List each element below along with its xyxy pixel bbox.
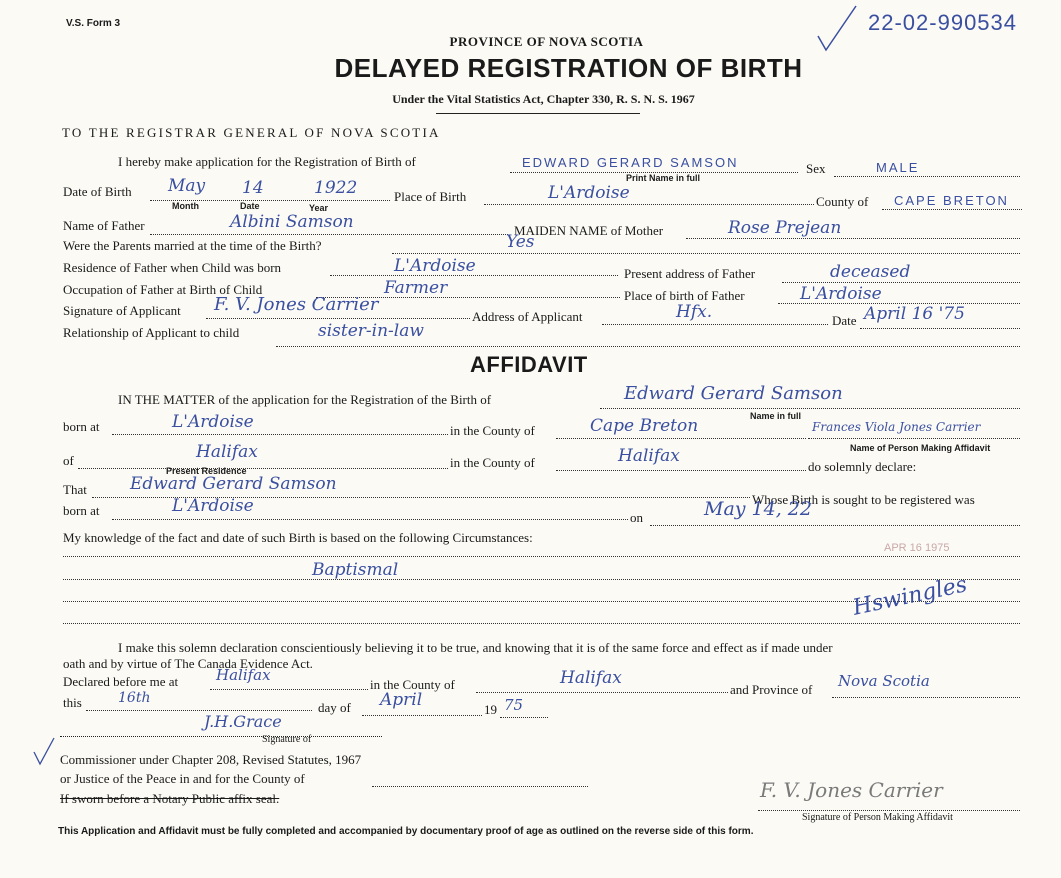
married-line [392, 253, 1020, 254]
commissioner-line-1: Commissioner under Chapter 208, Revised Statutes, 1967 [60, 752, 362, 767]
date-stamp: APR 16 1975 [884, 542, 950, 554]
present-address-value: deceased [830, 262, 911, 282]
affidavit-county2-line [556, 470, 806, 471]
affiant-signature-line [758, 810, 1020, 811]
affiant-name-line [808, 438, 1020, 439]
footer-note: This Application and Affidavit must be fully completed and accompanied by documentary proof of age as outlined on the reverse side of this form. [58, 826, 754, 837]
reference-number: 22-02-990534 [868, 10, 1018, 35]
circumstance-line-1 [63, 556, 1020, 557]
declared-county-value: Halifax [560, 668, 622, 688]
place-of-birth-label: Place of Birth [394, 189, 467, 204]
born-at-label-2: born at [63, 503, 100, 518]
affidavit-heading: AFFIDAVIT [470, 352, 588, 377]
county-of-label-2: in the County of [450, 455, 535, 470]
born-at2-value: L'Ardoise [172, 496, 254, 516]
present-address-line [782, 282, 1020, 283]
affidavit-county-value: Cape Breton [590, 416, 699, 436]
of-label: of [63, 453, 74, 468]
commissioner-line-2: or Justice of the Peace in and for the County of [60, 771, 305, 786]
relationship-value: sister-in-law [318, 321, 424, 341]
declared-at-value: Halifax [216, 666, 271, 684]
this-day-value: 16th [118, 690, 151, 706]
sex-label: Sex [806, 161, 826, 176]
affidavit-county-line [556, 438, 806, 439]
born-at-value: L'Ardoise [172, 412, 254, 432]
place-line [484, 204, 814, 205]
declare-label: do solemnly declare: [808, 459, 917, 474]
married-label: Were the Parents married at the time of the Birth? [63, 238, 322, 253]
dob-date-value: 14 [242, 178, 264, 198]
on-date-line [650, 525, 1020, 526]
present-address-label: Present address of Father [624, 266, 756, 281]
commissioner-signature: J.H.Grace [204, 712, 282, 731]
this-label: this [63, 695, 82, 710]
applicant-address-line [602, 324, 828, 325]
father-value: Albini Samson [230, 212, 354, 232]
circumstance-value: Baptismal [312, 560, 399, 580]
year-prefix: 19 [484, 702, 497, 717]
dob-year-value: 1922 [314, 178, 358, 198]
circumstance-line-4 [63, 623, 1020, 624]
year-caption: Year [309, 203, 329, 213]
intro-label: I hereby make application for the Registration of Birth of [118, 154, 416, 169]
affiant-signature-caption: Signature of Person Making Affidavit [802, 812, 953, 823]
residence-affidavit-value: Halifax [196, 442, 258, 462]
justice-county-line [372, 786, 588, 787]
province-header: PROVINCE OF NOVA SCOTIA [449, 34, 644, 49]
signature-of-caption: Signature of [262, 734, 312, 745]
date-line [860, 328, 1020, 329]
declaration-line-1: I make this solemn declaration conscientiously believing it to be true, and knowing that it is of the same force and effect as if made under [118, 640, 833, 655]
child-name-value: EDWARD GERARD SAMSON [522, 155, 739, 170]
month-caption: Month [172, 201, 199, 211]
mother-label: MAIDEN NAME of Mother [514, 223, 664, 238]
title-underline [436, 113, 640, 114]
matter-name-value: Edward Gerard Samson [624, 383, 843, 404]
affidavit-county2-value: Halifax [618, 446, 680, 466]
check-mark-icon [30, 736, 56, 766]
day-of-label: day of [318, 700, 351, 715]
act-subtitle: Under the Vital Statistics Act, Chapter 330, R. S. N. S. 1967 [392, 92, 695, 106]
born-at2-line [112, 519, 628, 520]
applicant-address-value: Hfx. [676, 302, 713, 322]
province-value: Nova Scotia [838, 672, 930, 690]
county-of-label: in the County of [450, 423, 535, 438]
married-value: Yes [506, 232, 535, 252]
declared-county-line [476, 692, 728, 693]
date-caption: Date [240, 201, 260, 211]
sex-value: MALE [876, 160, 920, 175]
county-value: CAPE BRETON [894, 193, 1009, 208]
signature-label: Signature of Applicant [63, 303, 181, 318]
mother-value: Rose Prejean [728, 218, 842, 238]
dob-label: Date of Birth [63, 184, 132, 199]
that-name-value: Edward Gerard Samson [130, 474, 337, 494]
page-title: DELAYED REGISTRATION OF BIRTH [334, 53, 803, 83]
form-number: V.S. Form 3 [66, 18, 121, 29]
addressee: TO THE REGISTRAR GENERAL OF NOVA SCOTIA [62, 125, 441, 140]
sex-line [834, 176, 1020, 177]
father-birthplace-label: Place of birth of Father [624, 288, 745, 303]
month-value: April [380, 690, 423, 710]
occupation-value: Farmer [384, 278, 448, 298]
declared-at-line [210, 689, 368, 690]
that-label: That [63, 482, 87, 497]
applicant-address-label: Address of Applicant [472, 309, 583, 324]
residence-label: Residence of Father when Child was born [63, 260, 282, 275]
present-residence-caption: Present Residence [166, 466, 247, 476]
commissioner-signature-line [60, 736, 382, 737]
dob-month-value: May [168, 176, 206, 196]
born-at-label: born at [63, 419, 100, 434]
date-value: April 16 '75 [864, 304, 965, 324]
affiant-name-value: Frances Viola Jones Carrier [812, 420, 981, 434]
declared-label: Declared before me at [63, 674, 179, 689]
commissioner-line-3: If sworn before a Notary Public affix seal. [60, 791, 280, 806]
father-birthplace-value: L'Ardoise [800, 284, 882, 304]
year-value: 75 [504, 696, 524, 714]
year-line [500, 717, 548, 718]
applicant-signature: F. V. Jones Carrier [214, 294, 379, 315]
residence-value: L'Ardoise [394, 256, 476, 276]
knowledge-label: My knowledge of the fact and date of such Birth is based on the following Circumstances: [63, 530, 533, 545]
born-at-line [112, 434, 448, 435]
print-name-caption: Print Name in full [626, 173, 701, 183]
county-line [882, 209, 1022, 210]
father-label: Name of Father [63, 218, 145, 233]
residence-affidavit-line [78, 468, 448, 469]
matter-line [600, 408, 1020, 409]
month-line [362, 715, 482, 716]
county-label: County of [816, 194, 869, 209]
matter-label: IN THE MATTER of the application for the Registration of the Birth of [118, 392, 492, 407]
relationship-label: Relationship of Applicant to child [63, 325, 240, 340]
name-in-full-caption: Name in full [750, 411, 802, 421]
affiant-caption: Name of Person Making Affidavit [850, 443, 991, 453]
father-line [150, 234, 508, 235]
relationship-line [276, 346, 1020, 347]
province-label: and Province of [730, 682, 813, 697]
on-label: on [630, 510, 643, 525]
declared-county-label: in the County of [370, 677, 455, 692]
declaration-line-2: oath and by virtue of The Canada Evidence Act. [63, 656, 313, 671]
place-value: L'Ardoise [548, 183, 630, 203]
affiant-signature: F. V. Jones Carrier [760, 778, 943, 802]
whose-birth-label: Whose Birth is sought to be registered was [752, 492, 975, 507]
this-day-line [86, 710, 312, 711]
occupation-label: Occupation of Father at Birth of Child [63, 282, 263, 297]
signature-line [206, 318, 470, 319]
mother-line [686, 238, 1020, 239]
on-date-value: May 14, 22 [704, 498, 812, 520]
date-label: Date [832, 313, 857, 328]
circumstance-line-2 [63, 579, 1020, 580]
province-line [832, 697, 1020, 698]
initials-signature: Hswingles [850, 572, 970, 621]
